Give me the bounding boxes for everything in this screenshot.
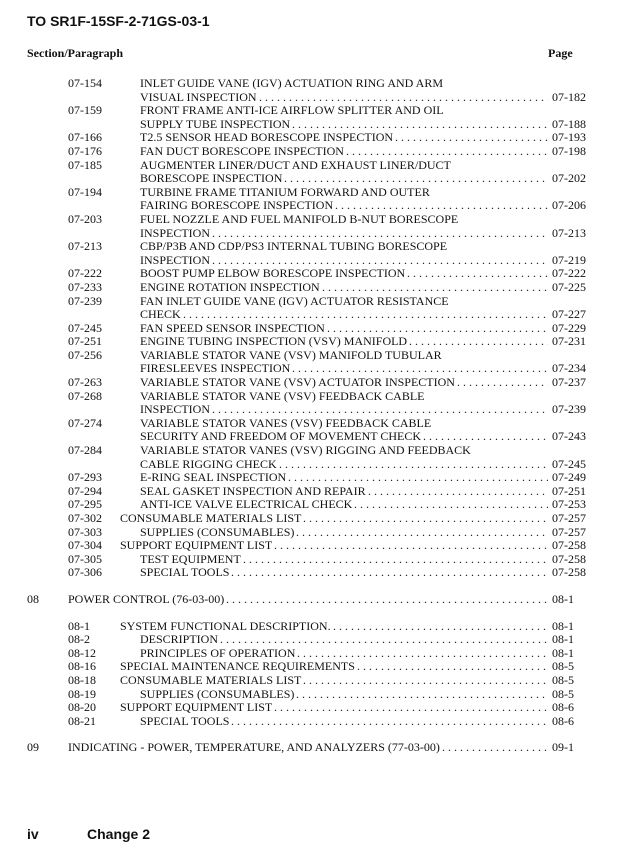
toc-entry-number: 07-268 [68, 388, 102, 403]
dot-leader [231, 715, 548, 729]
toc-entry-line [0, 145, 628, 159]
toc-entry-number: 07-154 [68, 76, 102, 90]
column-heading-page: Page [548, 46, 573, 60]
toc-entry-line [0, 390, 628, 404]
toc-entry [0, 295, 628, 322]
toc-entry-title: VARIABLE STATOR VANE (VSV) FEEDBACK CABLE [140, 388, 425, 403]
dot-leader [423, 430, 548, 444]
toc-entry [0, 553, 628, 567]
toc-entry-page: 07-202 [552, 171, 586, 186]
toc-entry-line [0, 674, 628, 688]
toc-entry [0, 376, 628, 390]
toc-entry-title: CABLE RIGGING CHECK [140, 456, 277, 471]
toc-entry-number: 07-176 [68, 143, 102, 158]
toc-entry-title: E-RING SEAL INSPECTION [140, 470, 287, 485]
toc-entry-number: 07-233 [68, 279, 102, 294]
dot-leader [327, 322, 548, 336]
toc-entry-number: 07-185 [68, 157, 102, 172]
toc-entry-line [0, 213, 628, 227]
toc-entry-number: 07-306 [68, 565, 102, 580]
toc-entry-number: 08 [27, 591, 39, 606]
column-heading-section: Section/Paragraph [27, 46, 123, 60]
toc-entry-title: VARIABLE STATOR VANES (VSV) RIGGING AND FEEDBACK [140, 443, 471, 458]
document-header: TO SR1F-15SF-2-71GS-03-1 [27, 13, 210, 29]
toc-entry-line [0, 485, 628, 499]
toc-entry [0, 349, 628, 376]
toc-entry-page: 07-188 [552, 116, 586, 131]
toc-entry-line [0, 186, 628, 200]
toc-entry-line [0, 172, 628, 186]
section-spacer [0, 607, 628, 620]
toc-entry-title: INSPECTION [140, 225, 211, 240]
dot-leader [296, 526, 548, 540]
toc-entry [0, 701, 628, 715]
toc-entry [0, 526, 628, 540]
toc-entry [0, 741, 628, 755]
toc-entry [0, 566, 628, 580]
toc-entry-line [0, 444, 628, 458]
toc-entry-number: 08-16 [68, 659, 96, 674]
toc-entry [0, 498, 628, 512]
toc-entry-title: SUPPORT EQUIPMENT LIST [120, 700, 273, 715]
toc-entry-line [0, 281, 628, 295]
toc-entry-number: 07-304 [68, 538, 102, 553]
toc-entry-title: SECURITY AND FREEDOM OF MOVEMENT CHECK [140, 429, 422, 444]
toc-entry-title: FAN SPEED SENSOR INSPECTION [140, 320, 325, 335]
toc-entry-title: FAN INLET GUIDE VANE (IGV) ACTUATOR RESISTANCE [140, 293, 449, 308]
dot-leader [296, 688, 548, 702]
toc-entry-page: 07-193 [552, 130, 586, 145]
dot-leader [335, 199, 548, 213]
toc-entry-number: 07-159 [68, 103, 102, 118]
toc-entry-line [0, 715, 628, 729]
toc-entry-title: CONSUMABLE MATERIALS LIST [120, 511, 302, 525]
toc-entry-line [0, 741, 628, 755]
dot-leader [212, 403, 548, 417]
toc-entry-number: 08-21 [68, 713, 96, 728]
toc-entry [0, 186, 628, 213]
toc-entry-line [0, 240, 628, 254]
toc-entry-line [0, 526, 628, 540]
toc-entry-line [0, 91, 628, 105]
dot-leader [183, 308, 548, 322]
toc-entry-title: SUPPLIES (CONSUMABLES) [140, 686, 295, 701]
dot-leader [284, 172, 548, 186]
toc-entry-title: FIRESLEEVES INSPECTION [140, 361, 291, 376]
toc-entry-line [0, 471, 628, 485]
dot-leader [212, 227, 548, 241]
toc-entry-number: 08-2 [68, 632, 90, 647]
toc-entry-title: VARIABLE STATOR VANE (VSV) MANIFOLD TUBULAR [140, 347, 442, 362]
toc-entry-line [0, 498, 628, 512]
dot-leader [407, 267, 548, 281]
toc-entry-number: 07-294 [68, 483, 102, 498]
toc-entry-title: VARIABLE STATOR VANE (VSV) ACTUATOR INSPECTION [140, 375, 455, 390]
toc-entry-number: 07-303 [68, 524, 102, 539]
dot-leader [220, 633, 548, 647]
toc-entry [0, 674, 628, 688]
toc-entry-line [0, 376, 628, 390]
toc-entry-title: SPECIAL MAINTENANCE REQUIREMENTS [120, 659, 355, 674]
toc-entry-number: 09 [27, 740, 39, 755]
toc-entry-page: 07-198 [552, 143, 586, 158]
toc-entry [0, 444, 628, 471]
toc-entry-title: CBP/P3B AND CDP/PS3 INTERNAL TUBING BORESCOPE [140, 239, 448, 254]
toc-entry-number: 07-305 [68, 551, 102, 566]
toc-entry-page: 07-253 [552, 497, 586, 512]
toc-entry-title: FAIRING BORESCOPE INSPECTION [140, 198, 334, 213]
toc-entry-page: 07-251 [552, 483, 586, 498]
toc-entry-line [0, 660, 628, 674]
toc-entry [0, 104, 628, 131]
toc-entry-page: 08-6 [552, 700, 574, 715]
toc-entry-title: FAN DUCT BORESCOPE INSPECTION [140, 143, 344, 158]
toc-entry-title: SUPPORT EQUIPMENT LIST [120, 538, 273, 553]
dot-leader [395, 131, 548, 145]
toc-entry-line [0, 701, 628, 715]
toc-entry-line [0, 688, 628, 702]
toc-entry-page: 08-1 [552, 645, 574, 660]
dot-leader [288, 471, 548, 485]
toc-entry-number: 07-302 [68, 511, 102, 525]
toc-entry-line [0, 512, 628, 526]
toc-entry-page: 07-225 [552, 279, 586, 294]
dot-leader [346, 145, 548, 159]
toc-entry-number: 07-251 [68, 334, 102, 349]
toc-entry-page: 07-257 [552, 524, 586, 539]
toc-entry [0, 390, 628, 417]
dot-leader [274, 701, 548, 715]
toc-entry [0, 417, 628, 444]
toc-entry-title: SUPPLY TUBE INSPECTION [140, 116, 291, 131]
toc-entry-title: TURBINE FRAME TITANIUM FORWARD AND OUTER [140, 184, 430, 199]
toc-entry [0, 593, 628, 607]
toc-entry-page: 08-1 [552, 632, 574, 647]
toc-entry [0, 715, 628, 729]
toc-entry-page: 07-227 [552, 307, 586, 322]
toc-entry-line [0, 362, 628, 376]
toc-entry-title: INDICATING - POWER, TEMPERATURE, AND ANALYZERS (77-03-00) [68, 740, 440, 755]
toc-entry-line [0, 77, 628, 91]
toc-entry-page: 07-239 [552, 402, 586, 417]
toc-entry-line [0, 349, 628, 363]
toc-entry-line [0, 199, 628, 213]
toc-entry-page: 07-237 [552, 375, 586, 390]
toc-entry-title: VISUAL INSPECTION [140, 89, 257, 104]
toc-entry-title: FRONT FRAME ANTI-ICE AIRFLOW SPLITTER AND OIL [140, 103, 444, 118]
toc-entry [0, 335, 628, 349]
toc-entry-number: 08-20 [68, 700, 96, 715]
toc-entry [0, 688, 628, 702]
toc-entry [0, 131, 628, 145]
toc-entry [0, 281, 628, 295]
toc-entry-page: 08-1 [552, 591, 574, 606]
toc-entry-page: 09-1 [552, 740, 574, 755]
toc-entry-title: CHECK [140, 307, 181, 322]
toc-entry-number: 08-1 [68, 618, 90, 633]
toc-entry-title: TEST EQUIPMENT [140, 551, 241, 566]
toc-entry [0, 213, 628, 240]
toc-entry-page: 07-258 [552, 551, 586, 566]
toc-entry-line [0, 104, 628, 118]
dot-leader [212, 254, 548, 268]
toc-entry-page: 07-249 [552, 470, 586, 485]
toc-entry-title: ENGINE ROTATION INSPECTION [140, 279, 320, 294]
dot-leader [297, 647, 548, 661]
toc-entry-line [0, 620, 628, 634]
toc-entry-number: 07-166 [68, 130, 102, 145]
toc-entry [0, 539, 628, 553]
dot-leader [279, 458, 548, 472]
toc-entry [0, 322, 628, 336]
toc-entry-title: SEAL GASKET INSPECTION AND REPAIR [140, 483, 366, 498]
page-number: iv [27, 826, 39, 842]
dot-leader [333, 620, 548, 634]
toc-entry-page: 08-5 [552, 672, 574, 687]
toc-entry-number: 07-239 [68, 293, 102, 308]
toc-entry-title: SPECIAL TOOLS [140, 713, 230, 728]
toc-entry-line [0, 295, 628, 309]
toc-entry-title: FUEL NOZZLE AND FUEL MANIFOLD B-NUT BORESCOPE [140, 211, 459, 226]
toc-entry-page: 07-231 [552, 334, 586, 349]
toc-entry [0, 267, 628, 281]
toc-entry-title: POWER CONTROL (76-03-00) [68, 591, 225, 606]
toc-entry [0, 145, 628, 159]
change-notice: Change 2 [87, 826, 151, 842]
toc-entry-line [0, 539, 628, 553]
toc-entry [0, 512, 628, 526]
toc-entry [0, 485, 628, 499]
toc-entry-number: 08-12 [68, 645, 96, 660]
dot-leader [368, 485, 548, 499]
toc-entry-line [0, 267, 628, 281]
toc-entry [0, 159, 628, 186]
toc-entry-title: ANTI-ICE VALVE ELECTRICAL CHECK [140, 497, 353, 512]
toc-entry-page: 08-5 [552, 659, 574, 674]
toc-entry-page: 07-258 [552, 565, 586, 580]
toc-entry-number: 07-203 [68, 211, 102, 226]
toc-entry-line [0, 335, 628, 349]
toc-entry-title: INSPECTION [140, 402, 211, 417]
toc-entry-page: 07-213 [552, 225, 586, 240]
toc-entry-number: 07-213 [68, 239, 102, 254]
toc-entry-line [0, 566, 628, 580]
toc-entry-title: SUPPLIES (CONSUMABLES) [140, 524, 295, 539]
toc-entry-page: 07-222 [552, 266, 586, 281]
toc-entry-page: 07-257 [552, 511, 586, 525]
dot-leader [259, 91, 548, 105]
toc-entry-title: VARIABLE STATOR VANES (VSV) FEEDBACK CABLE [140, 415, 432, 430]
dot-leader [274, 539, 548, 553]
dot-leader [442, 741, 548, 755]
toc-entry-page: 07-229 [552, 320, 586, 335]
toc-entry-number: 07-222 [68, 266, 102, 281]
dot-leader [292, 118, 548, 132]
toc-entry-number: 07-256 [68, 347, 102, 362]
dot-leader [409, 335, 548, 349]
dot-leader [457, 376, 548, 390]
toc-entry-title: INLET GUIDE VANE (IGV) ACTUATION RING AND ARM [140, 76, 443, 90]
toc-entry-title: ENGINE TUBING INSPECTION (VSV) MANIFOLD [140, 334, 408, 349]
toc-entry-title: CONSUMABLE MATERIALS LIST [120, 672, 302, 687]
toc-entry [0, 471, 628, 485]
toc-entry-line [0, 118, 628, 132]
toc-entry-title: BORESCOPE INSPECTION [140, 171, 283, 186]
toc-entry-line [0, 417, 628, 431]
toc-entry-title: PRINCIPLES OF OPERATION [140, 645, 296, 660]
toc-entry [0, 240, 628, 267]
toc-entry-page: 07-234 [552, 361, 586, 376]
toc-entry-title: SPECIAL TOOLS [140, 565, 230, 580]
toc-entry-number: 07-194 [68, 184, 102, 199]
toc-entry-number: 07-245 [68, 320, 102, 335]
dot-leader [292, 362, 548, 376]
toc-entry-page: 07-245 [552, 456, 586, 471]
toc-entry-line [0, 403, 628, 417]
toc-entry-line [0, 553, 628, 567]
toc-entry-line [0, 430, 628, 444]
dot-leader [303, 512, 548, 526]
toc-entry [0, 633, 628, 647]
toc-entry-line [0, 633, 628, 647]
toc-entry [0, 77, 628, 104]
dot-leader [322, 281, 548, 295]
toc-entry-page: 08-6 [552, 713, 574, 728]
toc-entry-page: 08-5 [552, 686, 574, 701]
toc-entry [0, 660, 628, 674]
toc-entry-number: 07-284 [68, 443, 102, 458]
dot-leader [226, 593, 548, 607]
toc-entry-line [0, 458, 628, 472]
toc-entry-title: AUGMENTER LINER/DUCT AND EXHAUST LINER/DUCT [140, 157, 451, 172]
toc-entry-number: 07-293 [68, 470, 102, 485]
toc-entry-title: T2.5 SENSOR HEAD BORESCOPE INSPECTION [140, 130, 394, 145]
toc-entry-title: DESCRIPTION [140, 632, 219, 647]
toc-entry-line [0, 131, 628, 145]
toc-entry-line [0, 159, 628, 173]
toc-entry-number: 07-274 [68, 415, 102, 430]
toc-entry-page: 07-243 [552, 429, 586, 444]
toc-entry-title: SYSTEM FUNCTIONAL DESCRIPTION. [120, 618, 331, 633]
toc-entry-page: 07-219 [552, 252, 586, 267]
toc-entry-line [0, 647, 628, 661]
toc-entry-page: 08-1 [552, 618, 574, 633]
dot-leader [357, 660, 548, 674]
toc-entry-number: 07-295 [68, 497, 102, 512]
toc-entry-number: 08-19 [68, 686, 96, 701]
toc-entry-line [0, 254, 628, 268]
toc-entry [0, 620, 628, 634]
toc-entry-page: 07-206 [552, 198, 586, 213]
table-of-contents [0, 77, 628, 755]
toc-entry [0, 647, 628, 661]
dot-leader [243, 553, 548, 567]
dot-leader [354, 498, 548, 512]
toc-entry-line [0, 227, 628, 241]
dot-leader [231, 566, 548, 580]
dot-leader [303, 674, 548, 688]
toc-entry-title: BOOST PUMP ELBOW BORESCOPE INSPECTION [140, 266, 406, 281]
toc-entry-number: 07-263 [68, 375, 102, 390]
toc-entry-page: 07-258 [552, 538, 586, 553]
toc-entry-line [0, 308, 628, 322]
toc-entry-title: INSPECTION [140, 252, 211, 267]
toc-entry-line [0, 593, 628, 607]
toc-entry-page: 07-182 [552, 89, 586, 104]
toc-entry-line [0, 322, 628, 336]
toc-entry-number: 08-18 [68, 672, 96, 687]
